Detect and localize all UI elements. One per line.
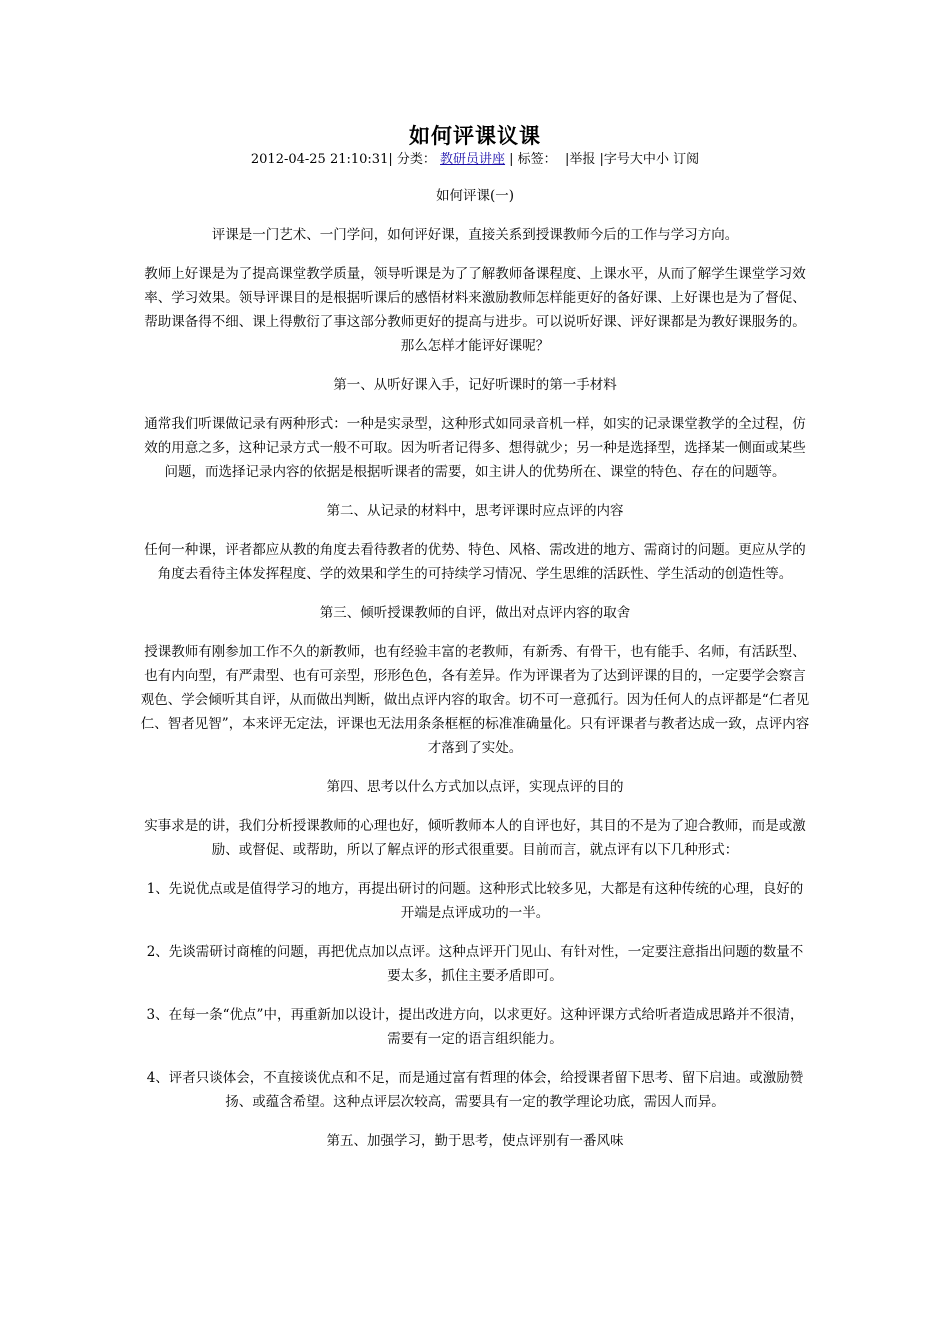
- font-medium-link[interactable]: 中: [642, 152, 656, 167]
- post-datetime: 2012-04-25 21:10:31: [250, 152, 389, 167]
- list-item: 3、在每一条“优点”中，再重新加以设计，提出改进方向，以求更好。这种评课方式给听者造成思路并不很清，需要有一定的语言组织能力。: [146, 1007, 804, 1047]
- section-heading: 第一、从听好课入手，记好听课时的第一手材料: [333, 377, 617, 393]
- tags-label: | 标签：: [509, 152, 557, 167]
- separator: |: [564, 152, 570, 167]
- category-link[interactable]: 教研员讲座: [440, 152, 506, 167]
- section-heading: 第三、倾听授课教师的自评，做出对点评内容的取舍: [319, 605, 631, 621]
- paragraph: 任何一种课，评者都应从教的角度去看待教者的优势、特色、风格、需改进的地方、需商讨的问题。更应从学的角度去看待主体发挥程度、学的效果和学生的可持续学习情况、学生思维的活跃性、学生活动的创造性等。: [144, 542, 806, 582]
- category-label: | 分类：: [388, 152, 436, 167]
- paragraph: 实事求是的讲，我们分析授课教师的心理也好，倾听教师本人的自评也好，其目的不是为了迎合教师，而是或激励、或督促、或帮助，所以了解点评的形式很重要。目前而言，就点评有以下几种形式：: [144, 818, 806, 858]
- paragraph: 授课教师有刚参加工作不久的新教师，也有经验丰富的老教师，有新秀、有骨干，也有能手、名师，有活跃型、也有内向型，有严肃型、也有可亲型，形形色色，各有差异。作为评课者为了达到评课的目的，一定要学会察言观色、学会倾听其自评，从而做出判断，做出点评内容的取舍。切不可一意孤行。因为任何人的点评都是“仁者见仁、智者见智”，本来评无定法，评课也无法用条条框框的标准准确量化。只有评课者与教者达成一致，点评内容才落到了实处。: [140, 644, 810, 756]
- paragraph: 通常我们听课做记录有两种形式：一种是实录型，这种形式如同录音机一样，如实的记录课堂教学的全过程，仿效的用意之多，这种记录方式一般不可取。因为听者记得多、想得就少；另一种是选择型，选择某一侧面或某些问题，而选择记录内容的依据是根据听课者的需要，如主讲人的优势所在、课堂的特色、存在的问题等。: [144, 416, 806, 480]
- article-title: 如何评课议课: [409, 123, 541, 148]
- article-body: [140, 184, 810, 1153]
- section-heading: 第四、思考以什么方式加以点评，实现点评的目的: [326, 779, 624, 795]
- article: [140, 122, 810, 1168]
- subscribe-link[interactable]: 订阅: [673, 152, 700, 167]
- section-heading: 如何评课(一): [435, 188, 515, 204]
- font-size-label: 字号: [603, 152, 630, 167]
- font-small-link[interactable]: 小: [655, 152, 669, 167]
- report-link[interactable]: 举报: [569, 152, 596, 167]
- list-item: 4、评者只谈体会，不直接谈优点和不足，而是通过富有哲理的体会，给授课者留下思考、留下启迪。或激励赞扬、或蕴含希望。这种点评层次较高，需要具有一定的教学理论功底，需因人而异。: [146, 1070, 804, 1110]
- article-meta: [140, 150, 810, 170]
- separator: |: [599, 152, 604, 167]
- paragraph: 评课是一门艺术、一门学问，如何评好课，直接关系到授课教师今后的工作与学习方向。: [211, 227, 739, 243]
- list-item: 1、先说优点或是值得学习的地方，再提出研讨的问题。这种形式比较多见，大都是有这种传统的心理，良好的开端是点评成功的一半。: [146, 881, 804, 921]
- paragraph: 教师上好课是为了提高课堂教学质量，领导听课是为了了解教师备课程度、上课水平，从而了解学生课堂学习效率、学习效果。领导评课目的是根据听课后的感悟材料来激励教师怎样能更好的备好课、上好课也是为了督促、帮助课备得不细、课上得敷衍了事这部分教师更好的提高与进步。可以说听好课、评好课都是为教好课服务的。那么怎样才能评好课呢？: [144, 266, 806, 354]
- font-large-link[interactable]: 大: [629, 152, 643, 167]
- section-heading: 第五、加强学习，勤于思考，使点评别有一番风味: [326, 1133, 624, 1149]
- list-item: 2、先谈需研讨商榷的问题，再把优点加以点评。这种点评开门见山、有针对性，一定要注意指出问题的数量不要太多，抓住主要矛盾即可。: [146, 944, 804, 984]
- section-heading: 第二、从记录的材料中，思考评课时应点评的内容: [326, 503, 624, 519]
